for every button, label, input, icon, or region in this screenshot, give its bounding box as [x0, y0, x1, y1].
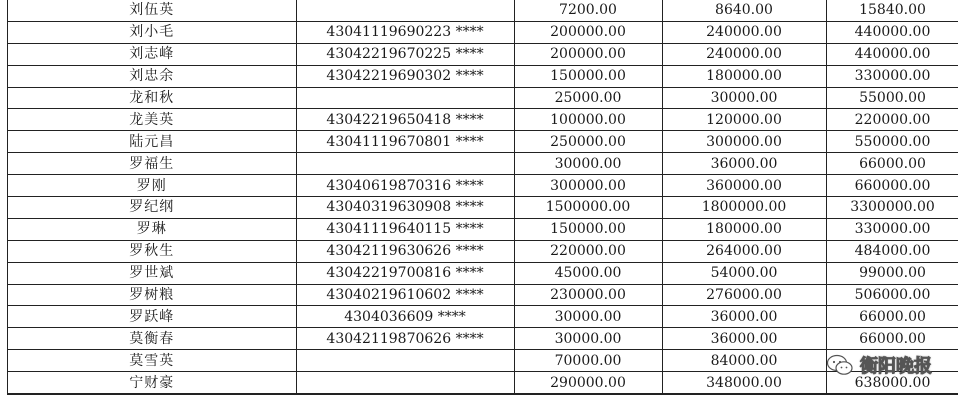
name-cell: 罗跃峰: [8, 306, 296, 328]
id-number-cell: 43042219690302 ****: [296, 65, 514, 87]
amount-cell: 290000.00: [514, 372, 662, 394]
table-row: [8, 43, 958, 65]
table-row: [8, 87, 958, 109]
amount-cell: 30000.00: [514, 153, 662, 175]
id-number-cell: 4304036609 ****: [296, 306, 514, 328]
name-cell: 罗刚: [8, 175, 296, 197]
total-cell: 440000.00: [826, 43, 958, 65]
name-cell: 陆元昌: [8, 131, 296, 153]
amount-cell: 1800000.00: [662, 197, 826, 219]
amount-cell: 36000.00: [662, 306, 826, 328]
name-cell: 龙和秋: [8, 87, 296, 109]
amount-cell: 120000.00: [662, 109, 826, 131]
amount-cell: 150000.00: [514, 65, 662, 87]
amount-cell: 1500000.00: [514, 197, 662, 219]
total-cell: 330000.00: [826, 65, 958, 87]
total-cell: 220000.00: [826, 109, 958, 131]
total-cell: 15840.00: [826, 0, 958, 21]
amount-cell: 360000.00: [662, 175, 826, 197]
id-number-cell: [296, 372, 514, 394]
table-row: [8, 153, 958, 175]
amount-cell: 220000.00: [514, 240, 662, 262]
table-row: [8, 284, 958, 306]
total-cell: 484000.00: [826, 240, 958, 262]
amount-cell: 240000.00: [662, 43, 826, 65]
total-cell: 3300000.00: [826, 197, 958, 219]
amount-cell: 30000.00: [662, 87, 826, 109]
amount-cell: 36000.00: [662, 153, 826, 175]
id-number-cell: 43042219650418 ****: [296, 109, 514, 131]
amount-cell: 264000.00: [662, 240, 826, 262]
amount-cell: 45000.00: [514, 262, 662, 284]
amount-cell: 240000.00: [662, 21, 826, 43]
amount-cell: 276000.00: [662, 284, 826, 306]
table-row: [8, 372, 958, 394]
amount-cell: 180000.00: [662, 218, 826, 240]
total-cell: 66000.00: [826, 328, 958, 350]
table-row: [8, 109, 958, 131]
name-cell: 刘志峰: [8, 43, 296, 65]
name-cell: 莫雪英: [8, 350, 296, 372]
id-number-cell: 43040319630908 ****: [296, 197, 514, 219]
name-cell: 罗纪纲: [8, 197, 296, 219]
table-row: [8, 262, 958, 284]
id-number-cell: [296, 87, 514, 109]
amount-cell: 250000.00: [514, 131, 662, 153]
table-row: [8, 197, 958, 219]
amount-cell: 30000.00: [514, 306, 662, 328]
name-cell: 罗世斌: [8, 262, 296, 284]
data-table: [8, 0, 958, 394]
amount-cell: 300000.00: [514, 175, 662, 197]
amount-cell: 200000.00: [514, 43, 662, 65]
amount-cell: 54000.00: [662, 262, 826, 284]
amount-cell: 150000.00: [514, 218, 662, 240]
id-number-cell: 43041119690223 ****: [296, 21, 514, 43]
total-cell: 330000.00: [826, 218, 958, 240]
name-cell: 罗树粮: [8, 284, 296, 306]
name-cell: 刘伍英: [8, 0, 296, 21]
amount-cell: 36000.00: [662, 328, 826, 350]
id-number-cell: 43040219610602 ****: [296, 284, 514, 306]
total-cell: 66000.00: [826, 153, 958, 175]
table-row: [8, 0, 958, 21]
name-cell: 宁财豪: [8, 372, 296, 394]
name-cell: 龙美英: [8, 109, 296, 131]
total-cell: [826, 350, 958, 372]
id-number-cell: 43042219700816 ****: [296, 262, 514, 284]
watermark-text: 衡阳晚报: [860, 356, 932, 377]
total-cell: 440000.00: [826, 21, 958, 43]
id-number-cell: 43041119640115 ****: [296, 218, 514, 240]
table-row: [8, 240, 958, 262]
amount-cell: 230000.00: [514, 284, 662, 306]
name-cell: 罗福生: [8, 153, 296, 175]
id-number-cell: 43042119870626 ****: [296, 328, 514, 350]
amount-cell: 300000.00: [662, 131, 826, 153]
table-row: [8, 328, 958, 350]
data-table-sheet: [7, 0, 958, 395]
table-row: [8, 21, 958, 43]
amount-cell: 200000.00: [514, 21, 662, 43]
total-cell: 55000.00: [826, 87, 958, 109]
amount-cell: 8640.00: [662, 0, 826, 21]
id-number-cell: 43040619870316 ****: [296, 175, 514, 197]
amount-cell: 180000.00: [662, 65, 826, 87]
table-row: [8, 65, 958, 87]
name-cell: 刘小毛: [8, 21, 296, 43]
amount-cell: 25000.00: [514, 87, 662, 109]
total-cell: 506000.00: [826, 284, 958, 306]
table-row: [8, 306, 958, 328]
amount-cell: 84000.00: [662, 350, 826, 372]
id-number-cell: 43042219670225 ****: [296, 43, 514, 65]
table-body: [8, 0, 958, 394]
amount-cell: 7200.00: [514, 0, 662, 21]
name-cell: 莫衡春: [8, 328, 296, 350]
name-cell: 罗琳: [8, 218, 296, 240]
total-cell: 638000.00: [826, 372, 958, 394]
id-number-cell: [296, 153, 514, 175]
amount-cell: 70000.00: [514, 350, 662, 372]
id-number-cell: [296, 350, 514, 372]
amount-cell: 348000.00: [662, 372, 826, 394]
total-cell: 660000.00: [826, 175, 958, 197]
total-cell: 66000.00: [826, 306, 958, 328]
id-number-cell: 43041119670801 ****: [296, 131, 514, 153]
table-row: [8, 350, 958, 372]
name-cell: 罗秋生: [8, 240, 296, 262]
total-cell: 99000.00: [826, 262, 958, 284]
amount-cell: 30000.00: [514, 328, 662, 350]
id-number-cell: [296, 0, 514, 21]
table-row: [8, 131, 958, 153]
id-number-cell: 43042119630626 ****: [296, 240, 514, 262]
total-cell: 550000.00: [826, 131, 958, 153]
table-row: [8, 218, 958, 240]
amount-cell: 100000.00: [514, 109, 662, 131]
name-cell: 刘忠余: [8, 65, 296, 87]
table-row: [8, 175, 958, 197]
